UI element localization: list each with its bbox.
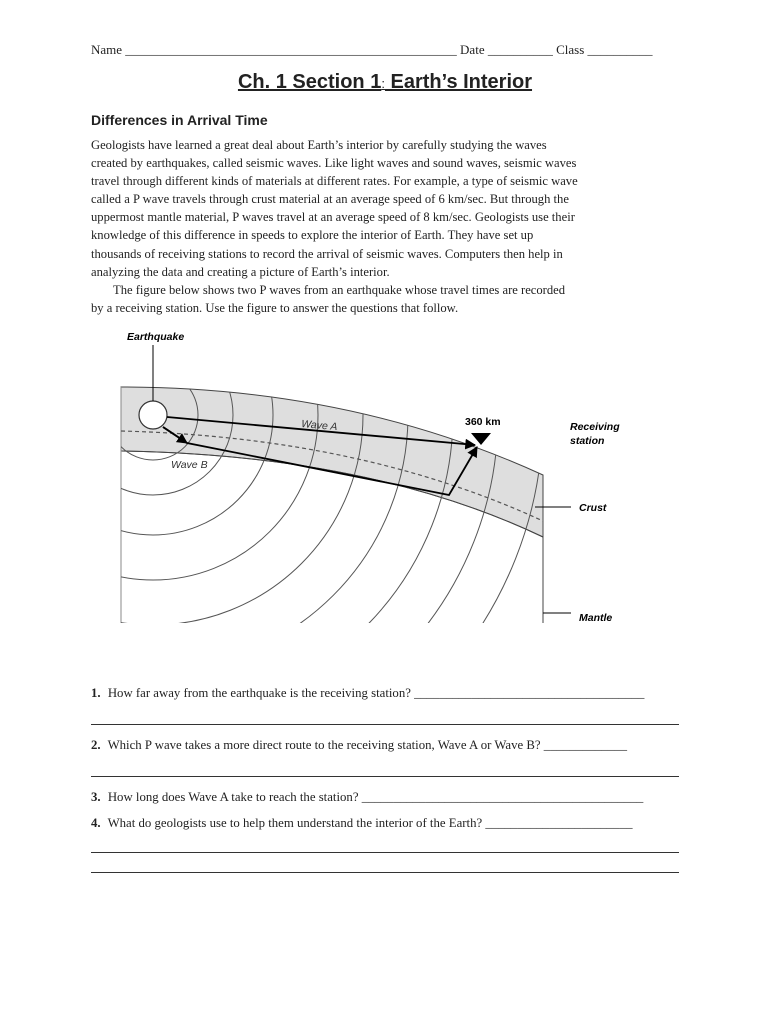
question-text: How far away from the earthquake is the receiving station? ____________________________________ — [107, 686, 645, 700]
paragraph-line: uppermost mantle material, P waves travel at an average speed of 8 km/sec. Geologists use their — [91, 210, 575, 225]
receiving-station-label-2: station — [570, 435, 605, 447]
answer-line[interactable] — [91, 724, 679, 725]
question-number: 4. — [91, 816, 101, 830]
crust-label: Crust — [579, 502, 607, 514]
question-text: Which P wave takes a more direct route to the receiving station, Wave A or Wave B? _____________ — [107, 738, 627, 752]
question-1 — [91, 686, 644, 701]
question-number: 2. — [91, 738, 101, 752]
earthquake-focus-icon — [139, 401, 167, 429]
question-number: 3. — [91, 790, 101, 804]
paragraph-line: The figure below shows two P waves from an earthquake whose travel times are recorded — [113, 282, 566, 297]
seismic-wave-figure — [91, 325, 691, 675]
question-number: 1. — [91, 686, 101, 700]
name-label: Name — [91, 42, 123, 57]
class-label: Class — [556, 42, 585, 57]
paragraph-line: Geologists have learned a great deal about Earth’s interior by carefully studying the waves — [91, 138, 547, 152]
answer-line[interactable] — [91, 872, 679, 873]
section-heading: Differences in Arrival Time — [91, 112, 268, 128]
date-label: Date — [460, 42, 485, 57]
paragraph-line: thousands of receiving stations to record the arrival of seismic waves. Computers then help in — [91, 246, 563, 261]
question-2 — [91, 738, 627, 753]
paragraph-line: by a receiving station. Use the figure to answer the questions that follow. — [91, 300, 459, 315]
receiving-station-icon — [471, 433, 491, 445]
question-text: What do geologists use to help them understand the interior of the Earth? _______________________ — [107, 816, 633, 830]
title-suffix: Earth’s Interior — [384, 71, 533, 93]
question-4 — [91, 816, 633, 831]
earthquake-label: Earthquake — [127, 331, 185, 343]
mantle-label: Mantle — [579, 612, 613, 624]
distance-label: 360 km — [465, 416, 501, 428]
intro-paragraph — [91, 136, 691, 317]
paragraph-line: travel through different kinds of materials at different rates. For example, a type of seismic wave — [91, 174, 578, 189]
answer-line[interactable] — [91, 852, 679, 853]
paragraph-line: called a P wave travels through crust material at an average speed of 6 km/sec. But through the — [91, 192, 569, 207]
title-colon: : — [381, 76, 385, 91]
wave-a-label: Wave A — [300, 418, 338, 434]
page-title — [0, 71, 770, 94]
class-blank[interactable]: __________ — [587, 42, 653, 57]
question-text: How long does Wave A take to reach the station? ____________________________________________ — [107, 790, 644, 804]
header-line — [91, 42, 691, 58]
date-blank[interactable]: __________ — [487, 42, 553, 57]
receiving-station-label-1: Receiving — [570, 421, 620, 433]
answer-line[interactable] — [91, 776, 679, 777]
question-3 — [91, 790, 643, 805]
wave-b-label: Wave B — [171, 459, 208, 471]
title-prefix: Ch. 1 Section 1 — [237, 71, 382, 93]
figure-svg — [91, 325, 691, 675]
name-blank[interactable]: ___________________________________________________ — [125, 42, 457, 57]
paragraph-line: analyzing the data and creating a picture of Earth’s interior. — [91, 264, 390, 279]
paragraph-line: knowledge of this difference in speeds to explore the interior of Earth. They have set up — [91, 228, 534, 243]
paragraph-line: created by earthquakes, called seismic waves. Like light waves and sound waves, seismic waves — [91, 156, 577, 171]
